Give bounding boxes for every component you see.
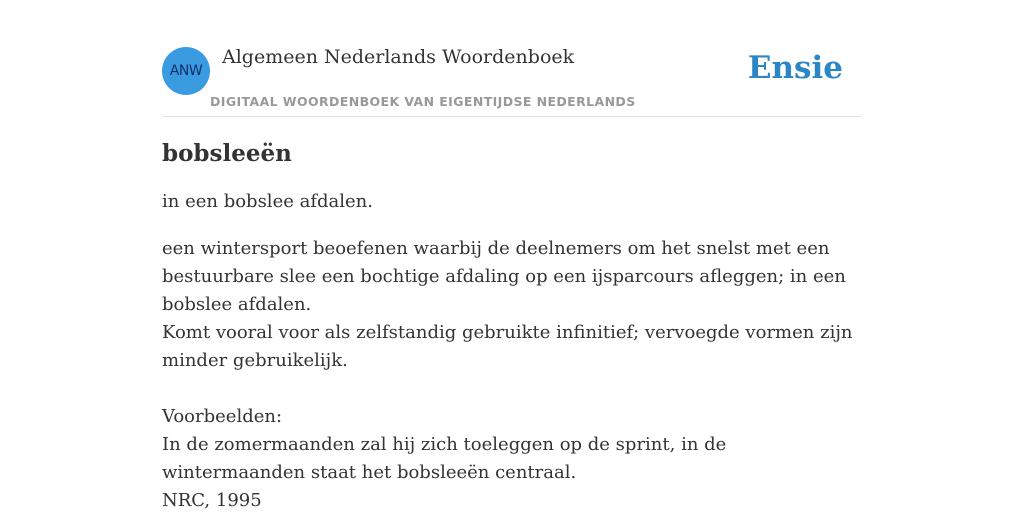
definition: een wintersport beoefenen waarbij de deelnemers om het snelst met een bestuurbare slee een bochtige afdaling op een ijsparcours afleggen; in een bobslee afdalen. <box>162 238 846 315</box>
short-definition: in een bobslee afdalen. <box>162 191 373 212</box>
site-header <box>162 38 862 117</box>
anw-logo[interactable]: ANW <box>162 47 210 95</box>
examples-heading: Voorbeelden: <box>162 406 283 427</box>
entry-body <box>162 235 862 512</box>
site-subtitle: DIGITAAL WOORDENBOEK VAN EIGENTIJDSE NEDERLANDS <box>210 94 636 109</box>
usage-note: Komt vooral voor als zelfstandig gebruikte infinitief; vervoegde vormen zijn minder gebruikelijk. <box>162 322 853 371</box>
spacer <box>162 375 862 403</box>
entry-word: bobsleeën <box>162 140 292 167</box>
example-source: NRC, 1995 <box>162 490 262 511</box>
site-title[interactable]: Algemeen Nederlands Woordenboek <box>222 46 575 68</box>
entry-content <box>162 138 862 512</box>
ensie-brand-logo[interactable]: Ensie <box>747 50 843 86</box>
example-sentence: In de zomermaanden zal hij zich toeleggen op de sprint, in de wintermaanden staat het bobsleeën centraal. <box>162 434 727 483</box>
